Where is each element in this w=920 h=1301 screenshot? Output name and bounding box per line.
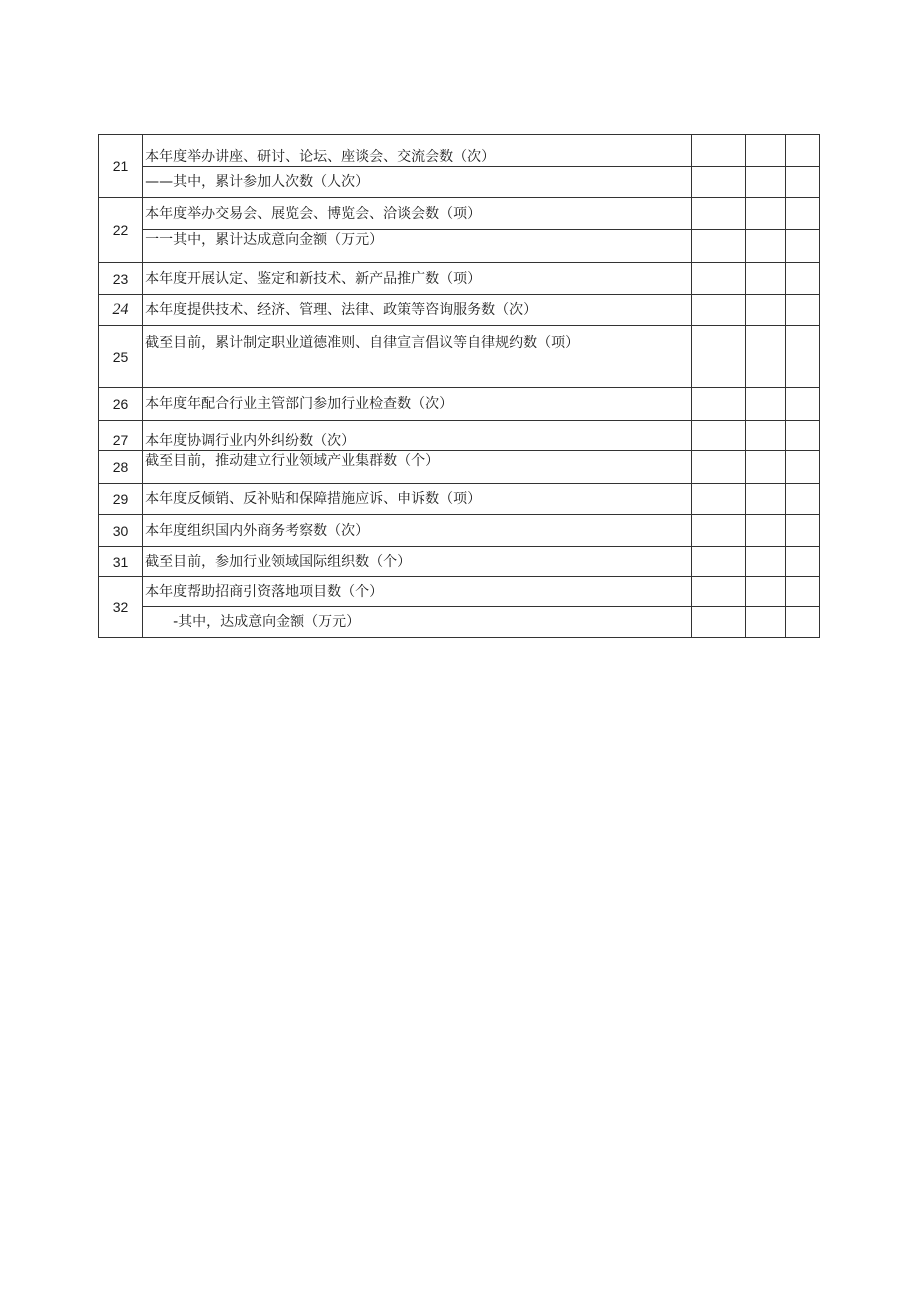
value-cell[interactable] [785,607,819,638]
value-cell[interactable] [745,135,785,167]
row-number: 29 [99,484,143,515]
value-cell[interactable] [745,484,785,515]
value-cell[interactable] [785,515,819,547]
item-description: 本年度开展认定、鉴定和新技术、新产品推广数（项） [143,263,692,295]
table-row [99,230,820,263]
item-description: 本年度反倾销、反补贴和保障措施应诉、申诉数（项） [143,484,692,515]
table-row [99,135,820,167]
table-row [99,607,820,638]
value-cell[interactable] [691,421,745,451]
item-description: 本年度举办交易会、展览会、博览会、洽谈会数（项） [143,198,692,230]
statistics-table [98,134,820,638]
value-cell[interactable] [745,421,785,451]
value-cell[interactable] [785,388,819,421]
value-cell[interactable] [785,295,819,326]
value-cell[interactable] [745,577,785,607]
value-cell[interactable] [785,230,819,263]
row-number: 23 [99,263,143,295]
item-sub-description: 一一其中，累计达成意向金额（万元） [143,230,692,263]
table-row [99,263,820,295]
value-cell[interactable] [745,547,785,577]
value-cell[interactable] [691,263,745,295]
value-cell[interactable] [691,326,745,388]
table-row [99,515,820,547]
row-number: 28 [99,451,143,484]
item-description: 截至目前，累计制定职业道德准则、自律宣言倡议等自律规约数（项） [143,326,692,388]
value-cell[interactable] [745,167,785,198]
value-cell[interactable] [691,451,745,484]
item-description: 本年度帮助招商引资落地项目数（个） [143,577,692,607]
row-number: 32 [99,577,143,638]
value-cell[interactable] [745,388,785,421]
value-cell[interactable] [691,230,745,263]
value-cell[interactable] [691,577,745,607]
value-cell[interactable] [691,484,745,515]
value-cell[interactable] [785,326,819,388]
row-number: 30 [99,515,143,547]
item-description: 本年度举办讲座、研讨、论坛、座谈会、交流会数（次） [143,135,692,167]
row-number: 27 [99,421,143,451]
value-cell[interactable] [691,198,745,230]
value-cell[interactable] [785,547,819,577]
value-cell[interactable] [785,577,819,607]
value-cell[interactable] [691,607,745,638]
table-row [99,388,820,421]
table-row [99,484,820,515]
value-cell[interactable] [745,263,785,295]
value-cell[interactable] [691,167,745,198]
table-row [99,326,820,388]
value-cell[interactable] [785,451,819,484]
item-description: 本年度提供技术、经济、管理、法律、政策等咨询服务数（次） [143,295,692,326]
item-sub-description: -其中，达成意向金额（万元） [143,607,692,638]
value-cell[interactable] [745,295,785,326]
value-cell[interactable] [785,167,819,198]
value-cell[interactable] [785,484,819,515]
value-cell[interactable] [785,135,819,167]
table-row [99,577,820,607]
value-cell[interactable] [745,607,785,638]
value-cell[interactable] [691,388,745,421]
value-cell[interactable] [691,135,745,167]
row-number: 31 [99,547,143,577]
value-cell[interactable] [785,263,819,295]
row-number: 24 [99,295,143,326]
table-row [99,547,820,577]
table-row [99,451,820,484]
value-cell[interactable] [691,547,745,577]
table-row [99,421,820,451]
table-row [99,167,820,198]
table-row [99,295,820,326]
item-description: 截至目前，参加行业领域国际组织数（个） [143,547,692,577]
value-cell[interactable] [785,198,819,230]
value-cell[interactable] [785,421,819,451]
row-number: 25 [99,326,143,388]
value-cell[interactable] [745,451,785,484]
table-row [99,198,820,230]
item-description: 本年度协调行业内外纠纷数（次） [143,421,692,451]
value-cell[interactable] [745,198,785,230]
value-cell[interactable] [745,326,785,388]
value-cell[interactable] [745,230,785,263]
row-number: 26 [99,388,143,421]
row-number: 21 [99,135,143,198]
item-sub-description: ——其中，累计参加人次数（人次） [143,167,692,198]
value-cell[interactable] [691,295,745,326]
value-cell[interactable] [691,515,745,547]
item-description: 截至目前，推动建立行业领域产业集群数（个） [143,451,692,484]
value-cell[interactable] [745,515,785,547]
item-description: 本年度年配合行业主管部门参加行业检查数（次） [143,388,692,421]
item-description: 本年度组织国内外商务考察数（次） [143,515,692,547]
row-number: 22 [99,198,143,263]
